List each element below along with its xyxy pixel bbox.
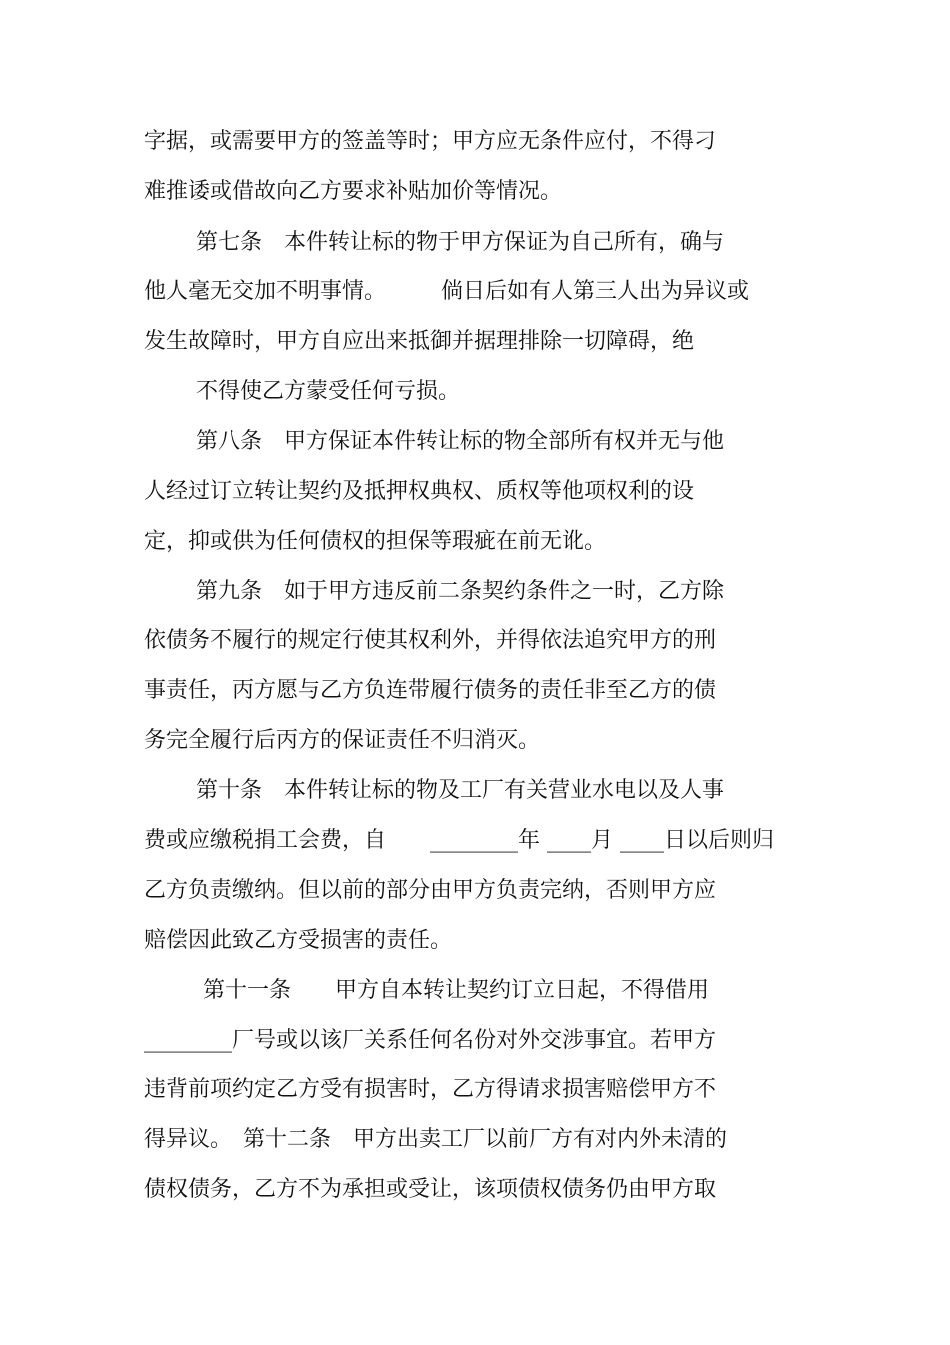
- text-line: 乙方负责缴纳。但以前的部分由甲方负责完纳，否则甲方应: [144, 878, 717, 903]
- article-9-line: 第九条 如于甲方违反前二条契约条件之一时，乙方除: [196, 579, 725, 604]
- text-line: 定，抑或供为任何债权的担保等瑕疵在前无讹。: [144, 529, 607, 554]
- text-line: 赔偿因此致乙方受损害的责任。: [144, 928, 453, 953]
- article-10-line: 第十条 本件转让标的物及工厂有关营业水电以及人事: [196, 778, 725, 803]
- article-11-line: 第十一条 甲方自本转让契约订立日起，不得借用: [196, 978, 709, 1003]
- text-line: 依债务不履行的规定行使其权利外，并得依法追究甲方的刑: [144, 628, 717, 653]
- article-7-line: 第七条 本件转让标的物于甲方保证为自己所有，确与: [196, 230, 725, 255]
- text-line: 不得使乙方蒙受任何亏损。: [196, 379, 461, 404]
- date-blank-line: 费或应缴税捐工会费，自 ________年 ____月 ____日以后则归: [144, 828, 774, 853]
- text-line: 务完全履行后丙方的保证责任不归消灭。: [144, 728, 541, 753]
- text-line: 违背前项约定乙方受有损害时，乙方得请求损害赔偿甲方不: [144, 1077, 717, 1102]
- article-12-line: 得异议。 第十二条 甲方出卖工厂以前厂方有对内外未清的: [144, 1127, 728, 1152]
- factory-name-blank-line: ________厂号或以该厂关系任何名份对外交涉事宜。若甲方: [144, 1028, 717, 1053]
- text-line: 债权债务，乙方不为承担或受让，该项债权债务仍由甲方取: [144, 1177, 717, 1202]
- text-line: 事责任，丙方愿与乙方负连带履行债务的责任非至乙方的债: [144, 678, 717, 703]
- text-line: 字据，或需要甲方的签盖等时；甲方应无条件应付，不得刁: [144, 129, 717, 154]
- article-8-line: 第八条 甲方保证本件转让标的物全部所有权并无与他: [196, 429, 725, 454]
- text-line: 人经过订立转让契约及抵押权典权、质权等他项权利的设: [144, 479, 695, 504]
- text-line: 发生故障时，甲方自应出来抵御并据理排除一切障碍，绝: [144, 329, 695, 354]
- text-line: 他人毫无交加不明事情。 倘日后如有人第三人出为异议或: [144, 279, 750, 304]
- text-line: 难推诿或借故向乙方要求补贴加价等情况。: [144, 179, 563, 204]
